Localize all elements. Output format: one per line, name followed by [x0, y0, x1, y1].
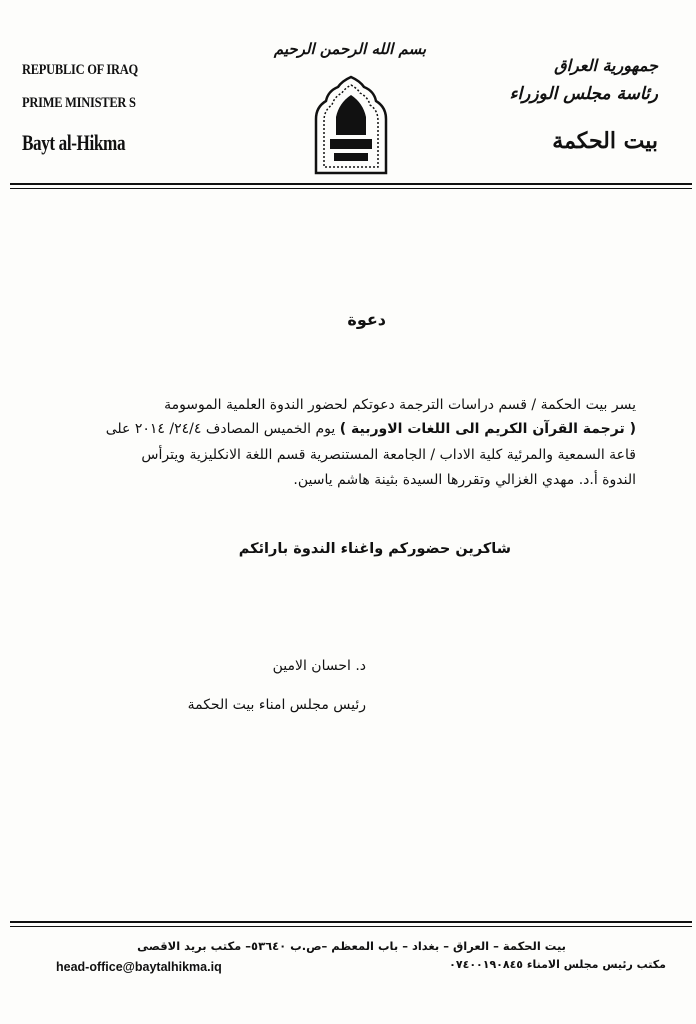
body-line-3: قاعة السمعية والمرئية كلية الاداب / الجامعة المستنصرية قسم اللغة الانكليزية ويترأس	[141, 447, 636, 463]
header-republic: REPUBLIC OF IRAQ	[22, 62, 138, 78]
header-prime-minister-arabic: رئاسة مجلس الوزراء	[509, 84, 658, 104]
body-line-2	[106, 421, 636, 437]
seminar-date: يوم الخميس المصادف ٢٤/٤/ ٢٠١٤ على	[105, 421, 340, 437]
header-divider-thin	[10, 188, 692, 189]
footer-email-link[interactable]: head-office@baytalhikma.iq	[56, 960, 222, 974]
header-divider-thick	[10, 183, 692, 185]
footer-divider-thin	[10, 926, 692, 927]
logo-block	[273, 40, 426, 175]
header-prime-minister: PRIME MINISTER S	[22, 95, 136, 111]
header-republic-arabic: جمهورية العراق	[554, 56, 658, 75]
footer-phone: مكتب رئيس مجلس الامناء ٠٧٤٠٠١٩٠٨٤٥	[449, 958, 666, 971]
signatory-name: د. احسان الامين	[272, 658, 366, 674]
body-line-1: يسر بيت الحكمة / قسم دراسات الترجمة دعوتكم لحضور الندوة العلمية الموسومة	[164, 397, 636, 413]
bayt-al-hikma-emblem-icon	[308, 75, 394, 175]
footer-divider-thick	[10, 921, 692, 923]
header-bayt-al-hikma: Bayt al-Hikma	[22, 130, 126, 155]
signatory-title: رئيس مجلس امناء بيت الحكمة	[187, 697, 366, 713]
seminar-title: ( ترجمة القرآن الكريم الى اللغات الاوربية )	[339, 421, 636, 437]
basmala-calligraphy: بسم الله الرحمن الرحيم	[273, 40, 426, 58]
body-line-4: الندوة أ.د. مهدي الغزالي وتقررها السيدة بثينة هاشم ياسين.	[293, 472, 636, 488]
header-bayt-al-hikma-arabic: بيت الحكمة	[552, 128, 658, 154]
document-title: دعوة	[347, 310, 386, 329]
closing-thanks: شاكرين حضوركم واغناء الندوة بارائكم	[238, 541, 511, 557]
footer-address: بيت الحكمة – العراق – بغداد – باب المعظم –ص.ب ٥٣٦٤٠– مكتب بريد الاقصى	[137, 939, 566, 953]
